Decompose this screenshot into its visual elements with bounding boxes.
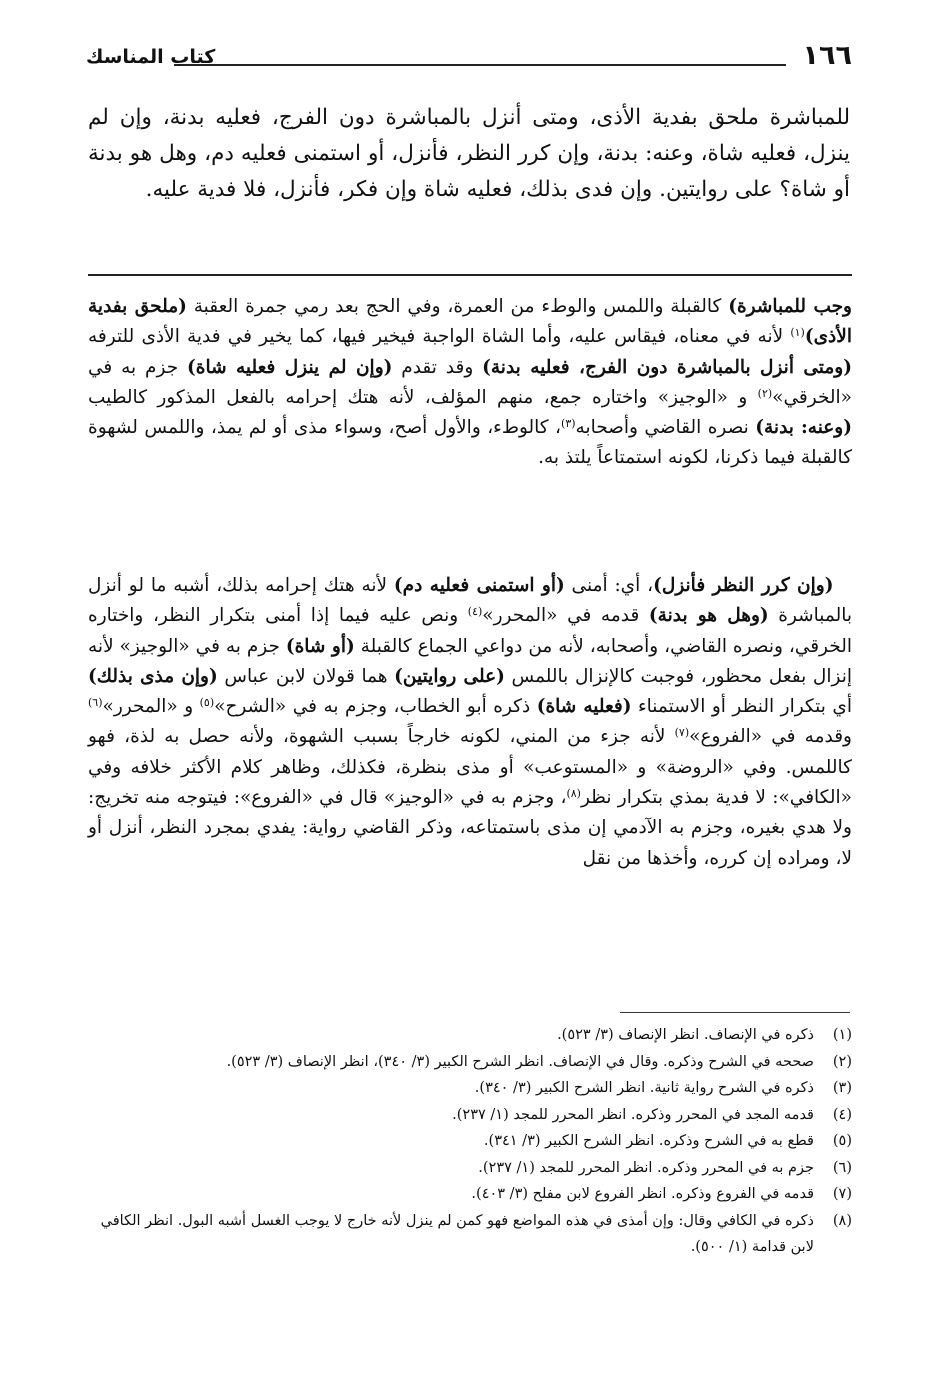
footnote-number: (٢) [832,1053,852,1070]
matn-quote: (أو شاة) [285,635,355,657]
footnote [88,1181,852,1208]
running-title: كتاب المناسك [86,46,216,68]
footnote-ref-5[interactable]: (٥) [199,696,215,710]
commentary-text: وقد تقدم [392,356,483,378]
footnote-text: جزم به في المحرر وذكره. انظر المحرر للمجد (١/ ٢٣٧). [478,1159,814,1176]
commentary-text: نصره القاضي وأصحابه [575,417,756,439]
header-rule [174,64,786,66]
footnote-ref-2[interactable]: (٢) [757,386,773,400]
footnote-number: (٣) [832,1080,852,1096]
footnote [88,1102,852,1129]
commentary-text: جزم به في «الوجيز» لأنه إنزال بفعل محظور، فوجبت كالإنزال باللمس [88,635,853,687]
footnote [88,1208,852,1261]
footnote-ref-1[interactable]: (١) [790,326,805,340]
footnote-number: (٤) [832,1106,852,1123]
footnote-ref-3[interactable]: (٣) [561,417,576,431]
footnote-number: (٧) [832,1186,852,1202]
footnote-ref-8[interactable]: (٨) [566,787,581,801]
commentary-text: ، كالوطء، والأول أصح، وسواء مذى أو لم يمذ، واللمس لشهوة كالقبلة فيما ذكرنا، لكونه استمتاعاً يلتذ به. [88,417,852,469]
footnote-ref-7[interactable]: (٧) [674,726,690,740]
commentary-text: ، أي: أمنى [564,575,654,596]
commentary-text: وقدمه في «الفروع» [689,726,852,748]
footnote [88,1049,852,1076]
footnote [88,1155,852,1182]
matn-quote: (أو استمنى فعليه دم) [393,575,565,596]
matn-quote: (وهل هو بدنة) [648,605,769,627]
footnote-number: (٦) [832,1159,852,1176]
commentary-text: هما قولان لابن عباس [217,665,395,687]
footnote [88,1128,852,1155]
footnote-number: (٨) [832,1212,852,1229]
commentary-text: ، وجزم به في «الوجيز» قال في «الفروع»: فيتوجه منه تخريج: ولا هدي بغيره، وجزم به الآدمي إن مذى باستمتاعه، وذكر القاضي رواية: يفدي بمجرد النظر، أنزل أو لا، ومراده إن كرره، وأخذها من نقل [88,787,852,869]
footnote-text: قدمه المجد في المحرر وذكره. انظر المحرر للمجد (١/ ٢٣٧). [452,1106,814,1123]
commentary-text: قدمه في «المحرر» [482,605,649,627]
footnote-text: ذكره في الشرح رواية ثانية. انظر الشرح الكبير (٣/ ٣٤٠). [474,1080,814,1096]
matn-quote: (على روايتين) [394,665,505,687]
commentary-text: أي بتكرار النظر أو الاستمناء [631,696,852,718]
footnote [88,1075,852,1102]
footnote-text: صححه في الشرح وذكره. وقال في الإنصاف. انظر الشرح الكبير (٣/ ٣٤٠)، انظر الإنصاف (٣/ ٥٢٣). [226,1053,814,1070]
footnote-text: قطع به في الشرح وذكره. انظر الشرح الكبير (٣/ ٣٤١). [483,1133,814,1149]
commentary-text: جزم به في «الخرقي» [88,356,852,408]
commentary-text: لأنه جزء من المني، لكونه خارجاً بسبب الشهوة، ولأنه حصل به لذة، فهو كاللمس. وفي «الروضة» و «المستوعب» أو مذى بنظرة، فكذلك، وظاهر كلام الأكثر خلافه وفي «الكافي»: لا فدية بمذي بتكرار نظر [88,726,852,809]
commentary-text: ونص عليه فيما إذا أمنى بتكرار النظر، واختاره الخرقي، ونصره القاضي، وأصحابه، لأنه من دواعي الجماع كالقبلة [88,605,852,657]
matn-quote: (وإن مذى بذلك) [88,665,218,687]
commentary-text: ذكره أبو الخطاب، وجزم به في «الشرح» [214,696,537,718]
commentary-paragraph-2 [88,571,852,874]
matn-separator [88,274,852,276]
matn-quote: (فعليه شاة) [536,696,632,718]
footnote-ref-4[interactable]: (٤) [467,605,483,619]
footnote-number: (١) [832,1027,852,1043]
matn-quote: (وعنه: بدنة) [755,417,852,439]
footnote-text: ذكره في الإنصاف. انظر الإنصاف (٣/ ٥٢٣). [557,1027,814,1043]
page-header [86,40,852,76]
footnote-number: (٥) [832,1133,852,1149]
page-number: ١٦٦ [802,40,852,71]
matn-quote: (وإن لم ينزل فعليه شاة) [187,356,393,378]
matn-quote: وجب للمباشرة) [728,296,852,317]
commentary-text: لأنه هتك إحرامه بذلك، أشبه ما لو أنزل بالمباشرة [88,575,853,627]
matn-quote: (ومتى أنزل بالمباشرة دون الفرج، فعليه بدنة) [482,356,852,378]
footnotes [88,1022,852,1261]
footnote-text: ذكره في الكافي وقال: وإن أمذى في هذه المواضع فهو كمن لم ينزل لأنه خارج لا يوجب الغسل أشبه البول. انظر الكافي لابن قدامة (١/ ٥٠٠). [100,1212,814,1255]
footnote-text: قدمه في الفروع وذكره. انظر الفروع لابن مفلح (٣/ ٤٠٣). [471,1186,814,1202]
commentary-text: لأنه في معناه، فيقاس عليه، وأما الشاة الواجبة فيخير فيها، كما يخير في فدية الأذى للترفه [88,326,791,348]
footnote-ref-6[interactable]: (٦) [88,696,103,710]
footnote-separator [620,1012,850,1013]
matn-quote: (وإن كرر النظر فأنزل) [653,575,834,596]
matn-text: للمباشرة ملحق بفدية الأذى، ومتى أنزل بالمباشرة دون الفرج، فعليه بدنة، وإن لم ينزل، فعليه شاة، وعنه: بدنة، وإن كرر النظر، فأنزل، أو استمنى فعليه دم، وهل هو بدنة أو شاة؟ على روايتين. وإن فدى بذلك، فعليه شاة وإن فكر، فأنزل، فلا فدية عليه. [88,105,850,202]
commentary-paragraph-1 [88,292,852,474]
footnote [88,1022,852,1049]
commentary-text: كالقبلة واللمس والوطء من العمرة، وفي الحج بعد رمي جمرة العقبة [186,296,729,317]
matn-quote: (ملحق بفدية الأذى) [88,296,852,348]
commentary-text: و «الوجيز» واختاره جمع، منهم المؤلف، لأنه هتك إحرامه بالفعل المذكور كالطيب [88,386,758,408]
commentary-text: و «المحرر» [102,696,200,718]
